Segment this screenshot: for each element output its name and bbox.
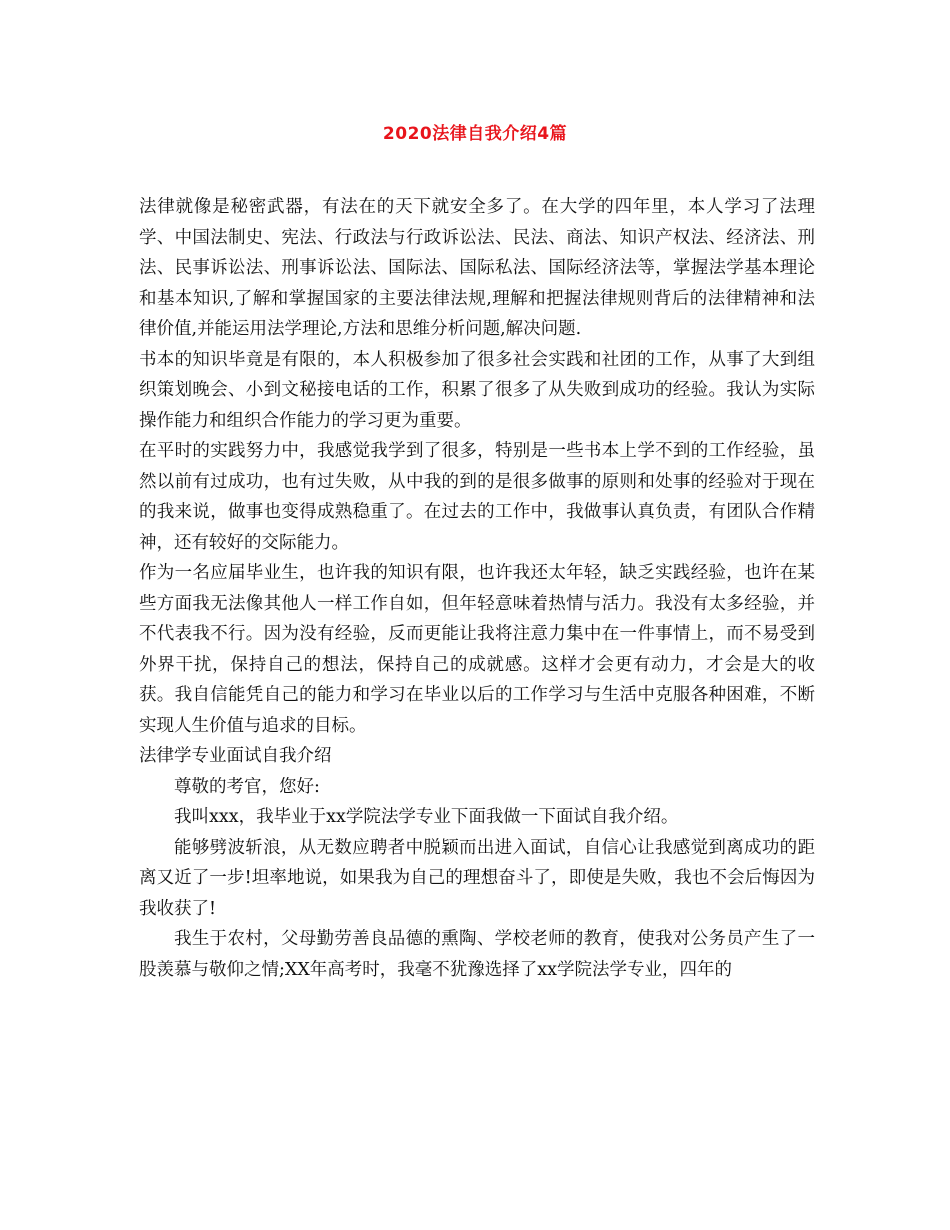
paragraph-work-experience: 在平时的实践努力中，我感觉我学到了很多，特别是一些书本上学不到的工作经验，虽然以前有过成功，也有过失败，从中我的到的是很多做事的原则和处事的经验对于现在的我来说，做事也变得成熟稳重了。在过去的工作中，我做事认真负责，有团队合作精神，还有较好的交际能力。 <box>139 441 815 553</box>
paragraph-social-practice: 书本的知识毕竟是有限的，本人积极参加了很多社会实践和社团的工作，从事了大到组织策划晚会、小到文秘接电话的工作，积累了很多了从失败到成功的经验。我认为实际操作能力和组织合作能力的学习更为重要。 <box>139 349 815 431</box>
paragraph-confidence: 能够劈波斩浪，从无数应聘者中脱颖而出进入面试，自信心让我感觉到离成功的距离又近了一步!坦率地说，如果我为自己的理想奋斗了，即使是失败，我也不会后悔因为我收获了! <box>139 837 815 919</box>
section-heading-interview: 法律学专业面试自我介绍 <box>139 746 332 766</box>
document-title: 2020法律自我介绍4篇 <box>382 124 568 144</box>
paragraph-legal-study: 法律就像是秘密武器，有法在的天下就安全多了。在大学的四年里，本人学习了法理学、中国法制史、宪法、行政法与行政诉讼法、民法、商法、知识产权法、经济法、刑法、民事诉讼法、刑事诉讼法、国际法、国际私法、国际经济法等，掌握法学基本理论和基本知识,了解和掌握国家的主要法律法规,理解和把握法律规则背后的法律精神和法律价值,并能运用法学理论,方法和思维分析问题,解决问题. <box>139 197 815 339</box>
paragraph-background: 我生于农村，父母勤劳善良品德的熏陶、学校老师的教育，使我对公务员产生了一股羡慕与敬仰之情;XX年高考时，我毫不犹豫选择了xx学院法学专业，四年的 <box>139 929 815 980</box>
paragraph-graduate: 作为一名应届毕业生，也许我的知识有限，也许我还太年轻，缺乏实践经验，也许在某些方面我无法像其他人一样工作自如，但年轻意味着热情与活力。我没有太多经验，并不代表我不行。因为没有经验，反而更能让我将注意力集中在一件事情上，而不易受到外界干扰，保持自己的想法，保持自己的成就感。这样才会更有动力，才会是大的收获。我自信能凭自己的能力和学习在毕业以后的工作学习与生活中克服各种困难，不断实现人生价值与追求的目标。 <box>139 563 815 736</box>
document-body <box>139 192 815 985</box>
paragraph-introduction: 我叫xxx，我毕业于xx学院法学专业下面我做一下面试自我介绍。 <box>174 807 679 827</box>
paragraph-greeting: 尊敬的考官，您好: <box>174 776 320 797</box>
